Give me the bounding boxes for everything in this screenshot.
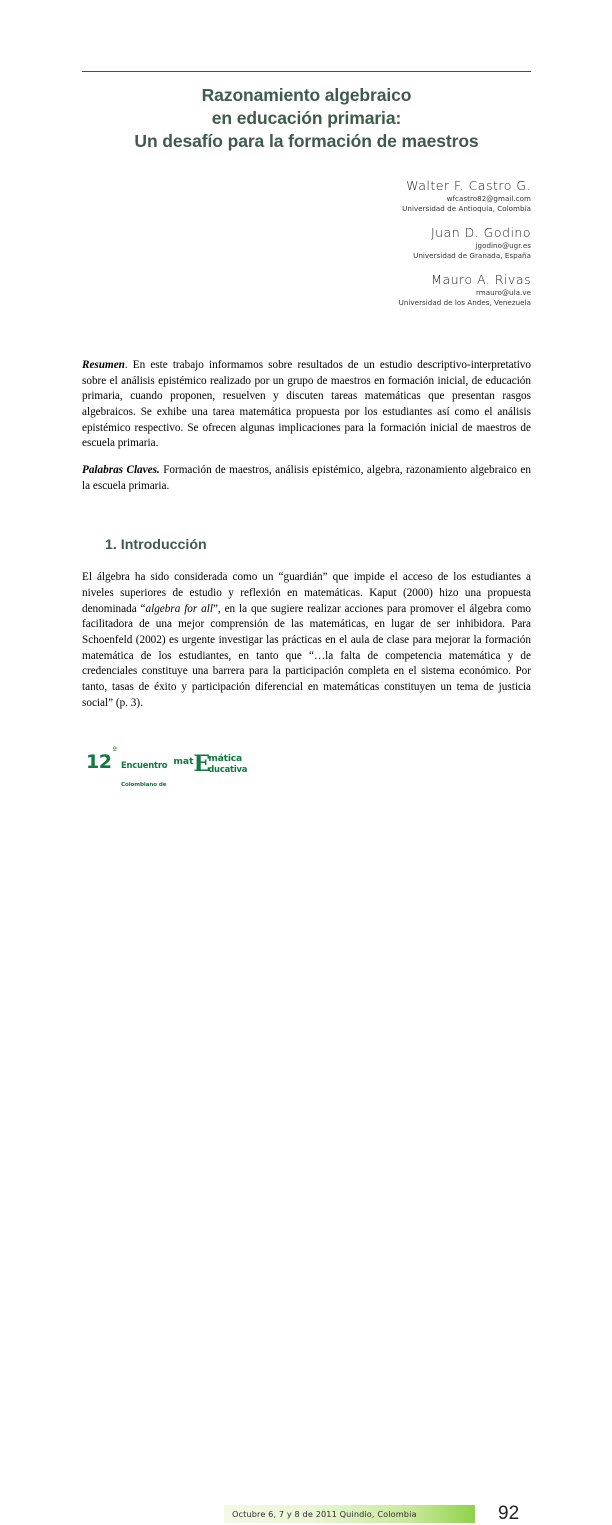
author-affiliation: Universidad de los Andes, Venezuela: [398, 297, 531, 307]
page-title: [82, 84, 531, 153]
author-affiliation: Universidad de Antioquia, Colombia: [402, 203, 531, 213]
author-block: [82, 178, 531, 308]
logo-mat-stack: [208, 754, 247, 774]
logo-matica-text: mática: [208, 753, 243, 764]
abstract-label: Resumen: [82, 359, 125, 372]
keywords-label: Palabras Claves.: [82, 464, 160, 477]
page-number: 92: [498, 1503, 520, 1524]
author-name: Juan D. Godino: [430, 225, 531, 241]
abstract-text: . En este trabajo informamos sobre resultados de un estudio descriptivo-interpretativo sobre el análisis epistémico realizado por un grupo de maestros en formación inicial, de educación primaria, cuando proponen, resuelven y discuten tareas matemáticas que presentan rasgos algebraicos. Se exhibe una tarea matemática propuesta por los estudiantes así como el análisis epistémico respectivo. Se ofrecen algunas implicaciones para la formación inicial de maestros de escuela primaria.: [82, 359, 531, 450]
body-paragraph: [82, 570, 531, 711]
conference-logo: [86, 745, 248, 788]
author-email: wfcastro82@gmail.com: [446, 194, 531, 203]
logo-big-e-letter: E: [193, 751, 211, 777]
logo-encuentro-line-2: Colombiano de: [120, 782, 167, 788]
body-paragraph-part-2: ”, en la que sugiere realizar acciones para promover el álgebra como facilitadora de una mejor comprensión de las matemáticas, en lugar de ser inhibidora. Para Schoenfeld (2002) es urgente investigar las prácticas en el aula de clase para mejorar la formación matemática de los estudiantes, en tanto que “…la falta de competencia matemática y de credenciales constituye una barrera para la participación completa en el sistema económico. Por tanto, tasas de éxito y participación diferencial en matemáticas constituyen un tema de justicia social” (p. 3).: [82, 602, 531, 709]
footer-event-info: Octubre 6, 7 y 8 de 2011 Quindio, Colombia: [232, 1509, 417, 1519]
author-entry: [82, 225, 531, 260]
body-paragraph-italic-quote: algebra for all: [145, 602, 213, 615]
body-paragraph-part-1: El álgebra ha sido considerada como un “guardián” que impide el acceso de los estudiantes a niveles superiores de estudio y reflexión en matemáticas. Kaput (2000) hizo una propuesta denominada “: [82, 571, 531, 615]
logo-ducativa-text: ducativa: [208, 764, 248, 774]
header-rule: [82, 71, 531, 72]
logo-encuentro-text: [121, 755, 167, 791]
logo-encuentro-line-1: Encuentro: [120, 760, 168, 770]
keywords-text: Formación de maestros, análisis epistémico, algebra, razonamiento algebraico en la escuela primaria.: [82, 464, 531, 492]
author-entry: [82, 272, 531, 307]
logo-ordinal-marker: º: [112, 745, 117, 754]
logo-mat-prefix: mat: [173, 755, 194, 767]
author-name: Walter F. Castro G.: [406, 178, 531, 193]
author-email: rmauro@ula.ve: [475, 288, 531, 298]
title-line-2: en educación primaria:: [211, 108, 402, 128]
keywords-paragraph: [82, 463, 531, 494]
page-footer: [0, 745, 612, 1524]
author-email: jgodino@ugr.es: [475, 241, 531, 251]
abstract-paragraph: [82, 358, 531, 452]
logo-matematica-educativa: [173, 753, 247, 775]
author-entry: [82, 178, 531, 213]
title-line-3: Un desafío para la formación de maestros: [134, 131, 479, 151]
logo-edition-number: 12: [86, 751, 112, 773]
title-line-1: Razonamiento algebraico: [201, 85, 412, 105]
author-affiliation: Universidad de Granada, España: [413, 250, 531, 260]
author-name: Mauro A. Rivas: [431, 272, 531, 288]
section-heading-introduccion: 1. Introducción: [105, 536, 207, 553]
